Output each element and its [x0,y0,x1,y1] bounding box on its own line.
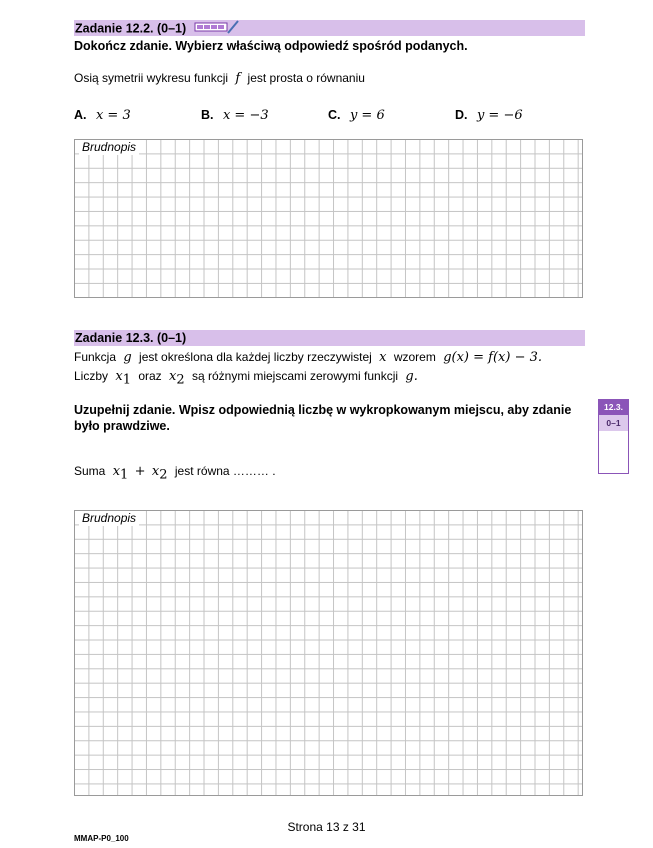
scratch-grid-1[interactable] [74,139,583,298]
option-b[interactable]: B. x = −3 [201,108,269,123]
answer-blank[interactable]: jest równa ……… . [174,464,276,478]
task-12-3-header [74,330,585,346]
task-12-2-instruction: Dokończ zdanie. Wybierz właściwą odpowiedź spośród podanych. [74,39,468,53]
option-a[interactable]: A. x = 3 [74,108,131,123]
task-12-3-title: Zadanie 12.3. (0–1) [75,331,187,345]
score-entry-cell[interactable] [599,431,628,473]
option-d[interactable]: D. y = −6 [455,108,523,123]
score-box [598,399,629,474]
task-12-3-instruction: Uzupełnij zdanie. Wpisz odpowiednią liczbę w wykropkowanym miejscu, aby zdanie było prawdziwe. [74,403,572,433]
score-task-id: 12.3. [599,400,628,415]
score-range: 0–1 [599,415,628,431]
scratch-label: Brudnopis [79,511,139,526]
scratch-label: Brudnopis [79,140,139,155]
task-12-3-line-1: Funkcja g jest określona dla każdej liczby rzeczywistej x wzorem g(x) = f(x) − 3. [74,350,543,365]
task-12-3-line-2: Liczby $x_1$ oraz $x_2$ są różnymi miejscami zerowymi funkcji g. [74,369,418,388]
task-12-3-sum-line: Suma $x_1 + x_2$ jest równa ……… . [74,464,276,483]
scratch-grid-2[interactable] [74,510,583,796]
exam-code: MMAP-P0_100 [74,834,129,843]
page-number: Strona 13 z 31 [287,820,366,834]
calculator-pencil-icon [194,20,240,38]
task-12-2-header [74,20,585,36]
task-12-2-title: Zadanie 12.2. (0–1) [75,21,187,36]
option-c[interactable]: C. y = 6 [328,108,385,123]
task-12-2-question: Osią symetrii wykresu funkcji f jest prosta o równaniu [74,71,365,86]
